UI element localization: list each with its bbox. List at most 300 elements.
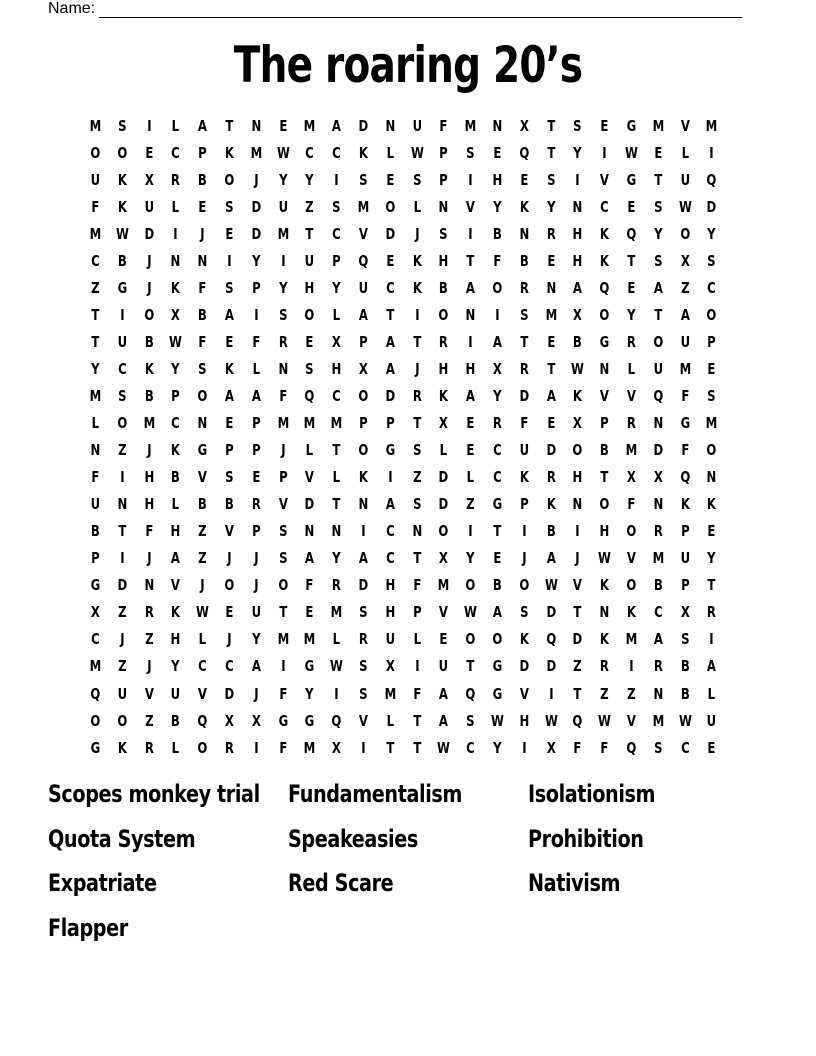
grid-letter: A — [385, 332, 395, 351]
grid-letter: G — [599, 332, 610, 351]
grid-letter: M — [89, 657, 102, 676]
grid-letter: J — [146, 251, 152, 270]
grid-letter: O — [224, 170, 235, 189]
grid-letter: O — [197, 738, 208, 757]
grid-letter: Y — [251, 251, 261, 270]
grid-letter: G — [117, 278, 127, 297]
grid-letter: R — [626, 414, 636, 433]
grid-letter: L — [466, 468, 475, 487]
grid-letter: F — [680, 386, 689, 405]
grid-letter: A — [358, 549, 368, 568]
grid-letter: K — [573, 386, 583, 405]
grid-letter: Q — [304, 386, 315, 405]
grid-letter: R — [546, 224, 556, 243]
grid-letter: U — [90, 170, 101, 189]
grid-letter: O — [653, 332, 664, 351]
grid-letter: E — [439, 630, 448, 649]
grid-letter: T — [493, 522, 502, 541]
grid-letter: I — [602, 143, 607, 162]
grid-letter: P — [519, 495, 529, 514]
grid-letter: T — [654, 170, 663, 189]
grid-letter: A — [466, 386, 476, 405]
grid-letter: Z — [600, 684, 609, 703]
name-label: Name: — [48, 0, 96, 17]
grid-letter: O — [197, 386, 208, 405]
grid-letter: L — [198, 630, 207, 649]
grid-letter: C — [332, 386, 341, 405]
grid-letter: B — [680, 657, 690, 676]
grid-letter: J — [253, 170, 259, 189]
grid-letter: E — [493, 549, 502, 568]
grid-letter: B — [144, 386, 154, 405]
grid-letter: S — [519, 603, 529, 622]
grid-letter: I — [253, 305, 259, 324]
grid-letter: J — [146, 549, 152, 568]
grid-letter: O — [599, 305, 610, 324]
grid-letter: J — [253, 576, 259, 595]
grid-letter: W — [490, 711, 504, 730]
grid-letter: E — [225, 224, 234, 243]
grid-letter: V — [144, 684, 154, 703]
grid-letter: D — [251, 197, 262, 216]
grid-letter: M — [437, 576, 450, 595]
grid-letter: R — [144, 603, 154, 622]
grid-letter: N — [706, 468, 717, 487]
grid-letter: I — [468, 224, 473, 243]
grid-letter: H — [144, 468, 154, 487]
grid-letter: O — [519, 576, 530, 595]
grid-letter: D — [653, 441, 663, 460]
grid-letter: S — [680, 630, 690, 649]
grid-letter: U — [412, 116, 422, 135]
grid-letter: I — [120, 305, 125, 324]
grid-letter: I — [414, 657, 420, 676]
grid-letter: D — [572, 630, 583, 649]
grid-letter: W — [464, 603, 478, 622]
grid-letter: A — [653, 630, 663, 649]
grid-letter: K — [439, 386, 449, 405]
grid-letter: O — [465, 576, 476, 595]
grid-letter: M — [705, 116, 718, 135]
grid-letter: L — [627, 359, 636, 378]
grid-letter: P — [600, 414, 609, 433]
grid-letter: A — [358, 305, 368, 324]
grid-letter: W — [196, 603, 210, 622]
grid-letter: H — [438, 359, 449, 378]
grid-letter: K — [117, 738, 127, 757]
grid-letter: E — [466, 414, 475, 433]
grid-letter: R — [653, 522, 663, 541]
grid-letter: P — [251, 441, 261, 460]
grid-letter: X — [224, 711, 234, 730]
grid-letter: I — [227, 251, 232, 270]
grid-letter: G — [626, 170, 637, 189]
grid-letter: F — [520, 414, 529, 433]
grid-letter: U — [171, 684, 181, 703]
grid-letter: E — [654, 143, 663, 162]
grid-letter: R — [653, 657, 663, 676]
grid-letter: N — [572, 495, 583, 514]
grid-letter: C — [117, 359, 127, 378]
grid-letter: H — [572, 224, 583, 243]
grid-letter: K — [171, 441, 181, 460]
grid-letter: S — [412, 170, 422, 189]
grid-letter: C — [171, 143, 181, 162]
grid-letter: E — [278, 116, 287, 135]
grid-letter: P — [707, 332, 717, 351]
grid-letter: I — [468, 170, 473, 189]
grid-letter: N — [90, 441, 101, 460]
grid-letter: V — [600, 170, 610, 189]
grid-letter: P — [251, 522, 261, 541]
grid-letter: A — [546, 549, 556, 568]
grid-letter: K — [599, 630, 610, 649]
grid-letter: A — [653, 278, 663, 297]
grid-letter: X — [90, 603, 100, 622]
grid-letter: O — [492, 630, 503, 649]
grid-letter: W — [544, 711, 558, 730]
grid-letter: B — [492, 576, 502, 595]
grid-letter: D — [144, 224, 154, 243]
grid-letter: F — [493, 251, 502, 270]
grid-letter: B — [600, 441, 609, 460]
grid-letter: T — [412, 711, 421, 730]
grid-letter: W — [571, 359, 585, 378]
grid-letter: A — [171, 549, 181, 568]
grid-letter: Q — [90, 684, 101, 703]
grid-letter: S — [653, 738, 663, 757]
grid-letter: B — [546, 522, 556, 541]
grid-letter: B — [90, 522, 100, 541]
grid-letter: H — [385, 576, 396, 595]
grid-letter: V — [626, 549, 636, 568]
grid-letter: V — [626, 386, 636, 405]
grid-letter: Y — [278, 278, 288, 297]
grid-letter: E — [305, 332, 314, 351]
grid-letter: U — [680, 549, 690, 568]
grid-letter: W — [437, 738, 451, 757]
grid-letter: A — [251, 386, 261, 405]
page-title: The roaring 20’s — [233, 36, 583, 94]
grid-letter: S — [278, 522, 288, 541]
grid-letter: D — [546, 657, 556, 676]
grid-letter: S — [519, 305, 529, 324]
grid-letter: O — [626, 576, 637, 595]
grid-letter: V — [519, 684, 529, 703]
grid-letter: U — [117, 332, 127, 351]
grid-letter: X — [573, 414, 583, 433]
grid-letter: S — [573, 116, 582, 135]
grid-letter: D — [546, 441, 556, 460]
grid-letter: T — [466, 251, 475, 270]
grid-letter: E — [707, 522, 716, 541]
grid-letter: F — [91, 468, 100, 487]
grid-letter: H — [170, 630, 181, 649]
grid-letter: O — [706, 305, 717, 324]
grid-letter: L — [681, 143, 689, 162]
grid-letter: E — [707, 738, 716, 757]
grid-letter: L — [413, 197, 421, 216]
grid-letter: U — [90, 495, 101, 514]
grid-letter: U — [706, 711, 717, 730]
grid-letter: R — [144, 738, 154, 757]
grid-letter: B — [224, 495, 234, 514]
grid-letter: Y — [332, 549, 341, 568]
grid-letter: J — [200, 576, 205, 595]
grid-letter: U — [385, 630, 395, 649]
grid-letter: V — [358, 711, 368, 730]
grid-letter: C — [653, 603, 663, 622]
grid-letter: Y — [171, 359, 181, 378]
grid-letter: M — [143, 414, 155, 433]
grid-letter: P — [251, 414, 261, 433]
grid-letter: D — [438, 495, 449, 514]
grid-letter: S — [278, 549, 288, 568]
grid-letter: Y — [653, 224, 663, 243]
grid-letter: A — [332, 116, 342, 135]
grid-letter: X — [680, 603, 690, 622]
grid-letter: O — [117, 143, 128, 162]
grid-letter: M — [384, 684, 396, 703]
grid-letter: I — [521, 738, 527, 757]
grid-letter: I — [575, 170, 580, 189]
grid-letter: F — [439, 116, 448, 135]
grid-letter: X — [439, 414, 449, 433]
grid-letter: Z — [91, 278, 100, 297]
grid-letter: P — [332, 251, 341, 270]
grid-letter: X — [626, 468, 636, 487]
grid-letter: G — [385, 441, 395, 460]
grid-letter: O — [277, 576, 288, 595]
grid-letter: A — [251, 657, 261, 676]
grid-letter: F — [680, 441, 689, 460]
grid-letter: U — [305, 251, 315, 270]
grid-letter: R — [519, 359, 529, 378]
grid-letter: Q — [331, 711, 342, 730]
grid-letter: R — [519, 278, 529, 297]
grid-letter: B — [144, 332, 154, 351]
name-blank-line[interactable] — [99, 3, 742, 18]
grid-letter: O — [438, 305, 449, 324]
grid-letter: K — [599, 576, 610, 595]
grid-letter: Z — [117, 603, 127, 622]
grid-letter: P — [251, 278, 261, 297]
grid-letter: D — [438, 468, 449, 487]
grid-letter: L — [332, 468, 341, 487]
grid-letter: T — [600, 468, 609, 487]
grid-letter: A — [466, 278, 476, 297]
grid-letter: X — [546, 738, 556, 757]
grid-letter: N — [170, 251, 181, 270]
grid-letter: N — [144, 576, 154, 595]
grid-letter: K — [412, 278, 422, 297]
name-field[interactable] — [48, 0, 742, 18]
grid-letter: R — [224, 738, 234, 757]
word-list-item: Fundamentalism — [288, 780, 463, 808]
grid-letter: O — [90, 711, 101, 730]
grid-letter: M — [303, 116, 316, 135]
grid-letter: L — [386, 711, 394, 730]
grid-letter: F — [278, 738, 287, 757]
grid-letter: D — [224, 684, 235, 703]
grid-letter: S — [225, 197, 234, 216]
grid-letter: K — [144, 359, 154, 378]
grid-letter: U — [438, 657, 449, 676]
grid-letter: I — [334, 684, 339, 703]
grid-letter: M — [330, 414, 343, 433]
grid-letter: T — [573, 684, 582, 703]
grid-letter: T — [412, 738, 421, 757]
grid-letter: F — [627, 495, 636, 514]
grid-letter: Q — [519, 143, 530, 162]
grid-letter: D — [519, 657, 530, 676]
grid-letter: K — [224, 359, 234, 378]
grid-letter: D — [385, 386, 396, 405]
grid-letter: Q — [572, 711, 583, 730]
grid-letter: I — [387, 468, 393, 487]
grid-letter: E — [386, 251, 395, 270]
grid-letter: W — [624, 143, 638, 162]
grid-letter: W — [678, 711, 692, 730]
grid-letter: C — [680, 738, 690, 757]
grid-letter: H — [385, 603, 396, 622]
grid-letter: N — [572, 197, 583, 216]
grid-letter: H — [572, 468, 583, 487]
grid-letter: X — [144, 170, 154, 189]
grid-letter: K — [171, 603, 181, 622]
grid-letter: M — [303, 738, 316, 757]
grid-letter: N — [465, 305, 476, 324]
grid-letter: Y — [305, 170, 315, 189]
grid-letter: Q — [599, 278, 610, 297]
grid-letter: O — [706, 441, 717, 460]
grid-letter: A — [198, 116, 208, 135]
grid-letter: Y — [707, 224, 716, 243]
grid-letter: N — [331, 522, 342, 541]
grid-letter: L — [252, 359, 260, 378]
grid-letter: P — [359, 414, 368, 433]
grid-letter: N — [197, 251, 208, 270]
grid-letter: X — [680, 251, 690, 270]
grid-letter: Z — [117, 657, 127, 676]
grid-letter: V — [626, 711, 636, 730]
grid-letter: C — [171, 414, 181, 433]
grid-letter: B — [198, 170, 208, 189]
grid-letter: P — [439, 170, 449, 189]
grid-letter: H — [438, 251, 449, 270]
grid-letter: P — [91, 549, 100, 568]
grid-letter: X — [251, 711, 261, 730]
grid-letter: O — [358, 386, 369, 405]
grid-letter: E — [144, 143, 153, 162]
grid-letter: K — [519, 468, 529, 487]
grid-letter: Z — [412, 468, 422, 487]
grid-letter: T — [573, 603, 582, 622]
grid-letter: O — [572, 441, 583, 460]
grid-letter: Y — [493, 197, 502, 216]
grid-letter: M — [89, 224, 102, 243]
grid-letter: Z — [144, 630, 154, 649]
grid-letter: R — [707, 603, 717, 622]
grid-letter: J — [521, 549, 527, 568]
grid-letter: N — [599, 359, 610, 378]
grid-letter: A — [573, 278, 583, 297]
grid-letter: R — [600, 657, 610, 676]
grid-letter: H — [519, 711, 530, 730]
grid-letter: R — [171, 170, 181, 189]
grid-letter: M — [89, 386, 102, 405]
grid-letter: Z — [198, 522, 207, 541]
grid-letter: V — [573, 576, 583, 595]
grid-letter: T — [412, 414, 421, 433]
grid-letter: S — [359, 603, 368, 622]
grid-letter: O — [599, 495, 610, 514]
grid-letter: C — [493, 468, 502, 487]
grid-letter: G — [626, 116, 637, 135]
grid-letter: U — [278, 197, 288, 216]
grid-letter: V — [680, 116, 690, 135]
word-list-item: Expatriate — [48, 869, 157, 897]
grid-letter: T — [466, 657, 475, 676]
grid-letter: V — [224, 522, 234, 541]
grid-letter: G — [304, 711, 315, 730]
grid-letter: J — [227, 549, 232, 568]
grid-letter: G — [278, 711, 288, 730]
grid-letter: O — [117, 711, 128, 730]
grid-letter: K — [117, 197, 127, 216]
grid-letter: P — [385, 414, 395, 433]
grid-letter: Z — [144, 711, 154, 730]
grid-letter: M — [303, 414, 316, 433]
grid-letter: G — [492, 495, 503, 514]
grid-letter: Y — [627, 305, 636, 324]
grid-letter: Z — [117, 441, 127, 460]
grid-letter: S — [359, 684, 368, 703]
grid-letter: A — [224, 305, 234, 324]
grid-letter: K — [599, 224, 610, 243]
grid-letter: M — [705, 414, 718, 433]
grid-letter: M — [625, 630, 638, 649]
grid-letter: A — [224, 386, 234, 405]
grid-letter: H — [304, 278, 315, 297]
grid-letter: A — [439, 684, 449, 703]
grid-letter: K — [707, 495, 717, 514]
grid-letter: Q — [706, 170, 717, 189]
grid-letter: Q — [679, 468, 690, 487]
grid-letter: A — [305, 549, 315, 568]
grid-letter: P — [412, 603, 422, 622]
grid-letter: O — [304, 305, 315, 324]
grid-letter: L — [386, 143, 394, 162]
grid-letter: E — [466, 441, 475, 460]
grid-letter: S — [707, 251, 716, 270]
grid-letter: W — [330, 657, 344, 676]
grid-letter: M — [625, 441, 638, 460]
grid-letter: J — [200, 224, 205, 243]
grid-letter: U — [358, 278, 369, 297]
grid-letter: V — [171, 576, 181, 595]
grid-letter: E — [493, 143, 502, 162]
grid-letter: S — [305, 359, 314, 378]
grid-letter: T — [91, 305, 100, 324]
grid-letter: A — [385, 495, 395, 514]
grid-letter: L — [707, 684, 716, 703]
grid-letter: I — [120, 549, 125, 568]
grid-letter: N — [197, 414, 208, 433]
grid-letter: K — [358, 143, 368, 162]
word-list-item: Quota System — [48, 824, 196, 853]
grid-letter: A — [385, 359, 395, 378]
